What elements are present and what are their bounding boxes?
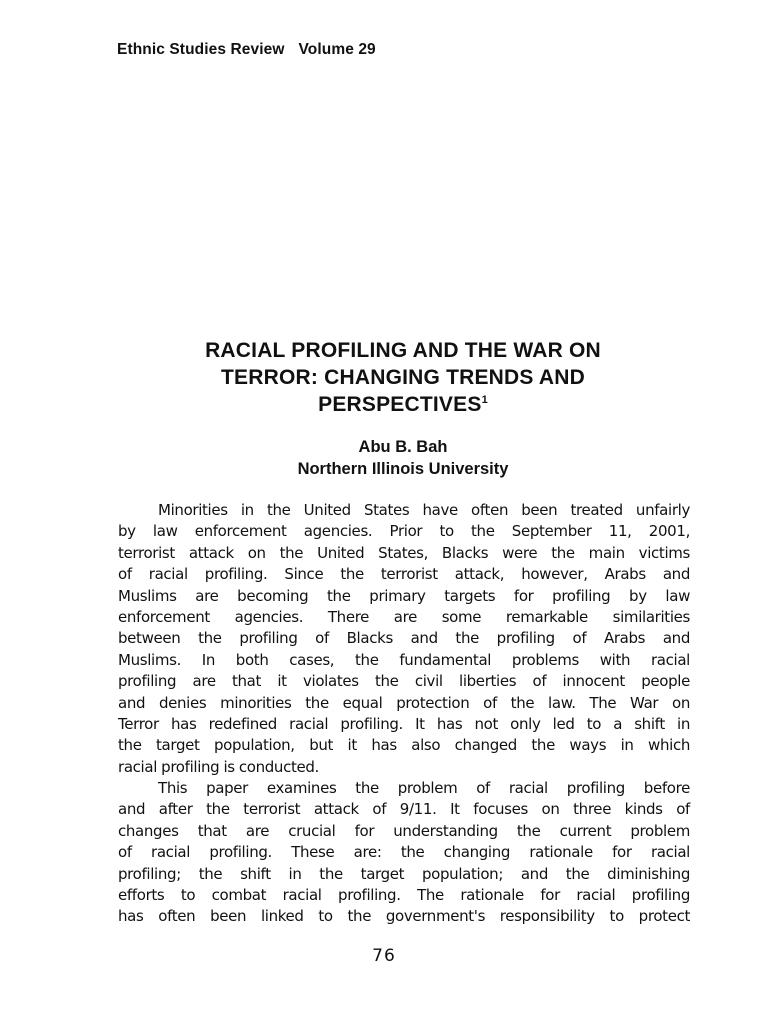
author-name: Abu B. Bah: [358, 438, 448, 456]
text-line: has often been linked to the government's responsibility to protect: [118, 907, 690, 926]
text-line: racial profiling is conducted.: [118, 757, 319, 776]
text-line: efforts to combat racial profiling. The rationale for racial profiling: [118, 886, 690, 905]
author-affiliation: Northern Illinois University: [297, 460, 509, 478]
title-line: PERSPECTIVES$^1$: [318, 393, 488, 416]
text-line: and after the terrorist attack of 9/11. It focuses on three kinds of: [118, 800, 690, 819]
text-line: Muslims. In both cases, the fundamental problems with racial: [118, 650, 690, 669]
running-head: [117, 41, 376, 59]
text-line: of racial profiling. These are: the changing rationale for racial: [118, 843, 690, 862]
text-line: Minorities in the United States have often been treated unfairly: [158, 501, 690, 519]
byline: [118, 436, 688, 480]
journal-name: Ethnic Studies Review: [117, 41, 285, 58]
title-line: TERROR: CHANGING TRENDS AND: [221, 366, 585, 389]
text-line: changes that are crucial for understanding the current problem: [118, 821, 690, 840]
text-line: enforcement agencies. There are some remarkable similarities: [118, 607, 690, 626]
text-line: the target population, but it has also changed the ways in which: [118, 736, 690, 755]
text-line: profiling are that it violates the civil liberties of innocent people: [118, 672, 690, 691]
journal-volume: Volume 29: [298, 41, 376, 58]
footnote-marker: 1: [481, 394, 488, 406]
text-line: profiling; the shift in the target population; and the diminishing: [118, 864, 690, 883]
paragraph-2: [118, 778, 690, 928]
page-number: 76: [372, 946, 396, 966]
text-line: terrorist attack on the United States, Blacks were the main victims: [118, 543, 690, 562]
text-line: and denies minorities the equal protection of the law. The War on: [118, 693, 690, 712]
title-line: RACIAL PROFILING AND THE WAR ON: [205, 339, 601, 362]
text-line: Muslims are becoming the primary targets for profiling by law: [118, 586, 690, 605]
text-line: This paper examines the problem of racial profiling before: [158, 779, 690, 798]
paragraph-1: [118, 500, 690, 778]
text-line: between the profiling of Blacks and the profiling of Arabs and: [118, 629, 690, 648]
text-line: by law enforcement agencies. Prior to the September 11, 2001,: [118, 522, 690, 541]
body-text: [118, 500, 690, 928]
article-title: [118, 337, 688, 422]
text-line: Terror has redefined racial profiling. It has not only led to a shift in: [118, 714, 690, 733]
text-line: of racial profiling. Since the terrorist attack, however, Arabs and: [118, 565, 690, 584]
